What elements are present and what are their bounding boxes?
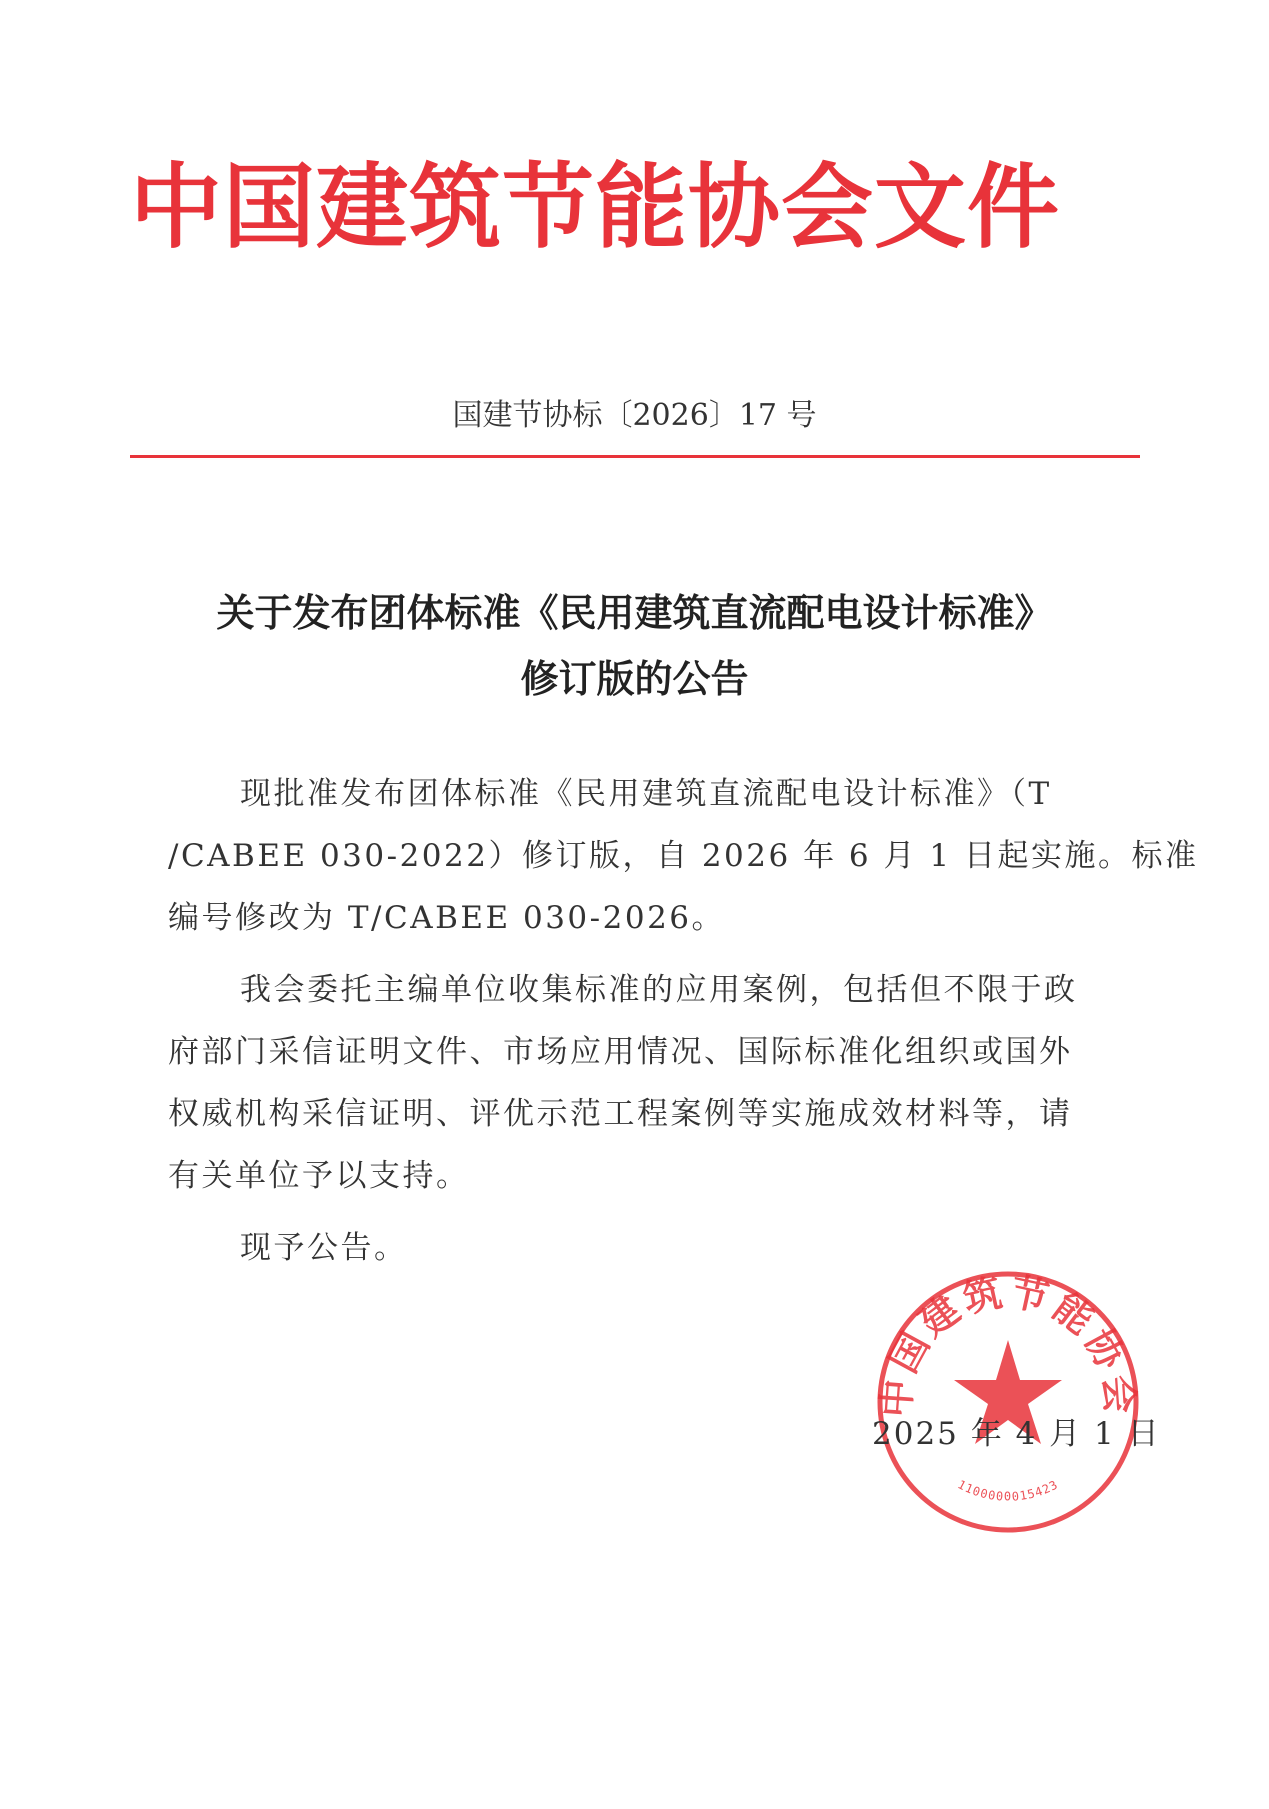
seal-org-name: 中国建筑节能协会 [872,1268,1144,1419]
body-line: 现予公告。 [240,1230,408,1266]
body-line: /CABEE 030-2022）修订版，自 2026 年 6 月 1 日起实施。标准 [168,838,1199,874]
notice-title-line: 修订版的公告 [520,656,749,701]
notice-body [168,763,1199,1279]
issue-date: 2025 年 4 月 1 日 [872,1416,1161,1452]
body-line: 我会委托主编单位收集标准的应用案例，包括但不限于政 [240,972,1078,1008]
official-seal-icon [868,1262,1148,1542]
body-line: 府部门采信证明文件、市场应用情况、国际标准化组织或国外 [168,1034,1073,1070]
org-header-title: 中国建筑节能协会文件 [130,153,1061,261]
svg-text:1100000015423 [955,1477,1060,1503]
body-line: 有关单位予以支持。 [168,1158,470,1194]
notice-title [0,580,1269,712]
red-divider-line [130,455,1140,458]
seal-code: 1100000015423 [955,1477,1061,1504]
notice-title-line: 关于发布团体标准《民用建筑直流配电设计标准》 [216,590,1053,635]
body-line: 编号修改为 T/CABEE 030-2026。 [168,900,726,936]
body-line: 现批准发布团体标准《民用建筑直流配电设计标准》（T [240,776,1052,812]
body-line: 权威机构采信证明、评优示范工程案例等实施成效材料等，请 [168,1096,1073,1132]
document-number: 国建节协标〔2026〕17 号 [452,398,817,433]
